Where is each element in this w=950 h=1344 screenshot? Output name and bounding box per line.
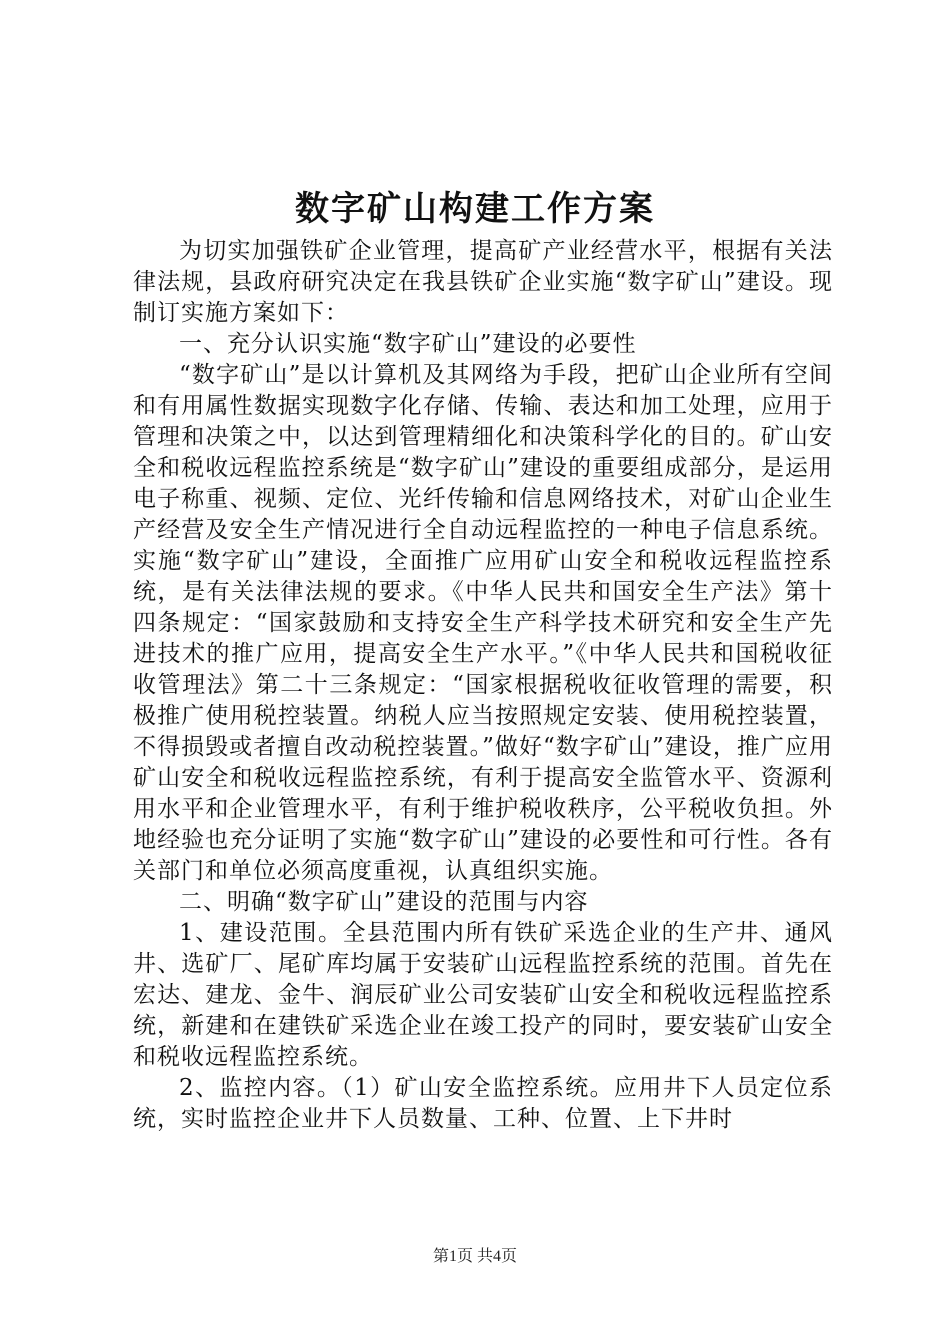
paragraph-necessity: “数字矿山”是以计算机及其网络为手段，把矿山企业所有空间和有用属性数据实现数字化存储、传输、表达和加工处理，应用于管理和决策之中，以达到管理精细化和决策科学化的目的。矿山安全和税收远程监控系统是“数字矿山”建设的重要组成部分，是运用电子称重、视频、定位、光纤传输和信息网络技术，对矿山企业生产经营及安全生产情况进行全自动远程监控的一种电子信息系统。实施“数字矿山”建设，全面推广应用矿山安全和税收远程监控系统，是有关法律法规的要求。《中华人民共和国安全生产法》第十四条规定：“国家鼓励和支持安全生产科学技术研究和安全生产先进技术的推广应用，提高安全生产水平。”《中华人民共和国税收征收管理法》第二十三条规定：“国家根据税收征收管理的需要，积极推广使用税控装置。纳税人应当按照规定安装、使用税控装置，不得损毁或者擅自改动税控装置。”做好“数字矿山”建设，推广应用矿山安全和税收远程监控系统，有利于提高安全监管水平、资源利用水平和企业管理水平，有利于维护税收秩序，公平税收负担。外地经验也充分证明了实施“数字矿山”建设的必要性和可行性。各有关部门和单位必须高度重视，认真组织实施。 bbox=[133, 362, 833, 884]
paragraph-intro: 为切实加强铁矿企业管理，提高矿产业经营水平，根据有关法律法规，县政府研究决定在我县铁矿企业实施“数字矿山”建设。现制订实施方案如下： bbox=[133, 238, 833, 326]
paragraph-monitoring: 2、监控内容。（1）矿山安全监控系统。应用井下人员定位系统，实时监控企业井下人员数量、工种、位置、上下井时 bbox=[133, 1075, 833, 1132]
paragraph-scope: 1、建设范围。全县范围内所有铁矿采选企业的生产井、通风井、选矿厂、尾矿库均属于安装矿山远程监控系统的范围。首先在宏达、建龙、金牛、润辰矿业公司安装矿山安全和税收远程监控系统，新建和在建铁矿采选企业在竣工投产的同时，要安装矿山安全和税收远程监控系统。 bbox=[133, 920, 833, 1070]
document-title: 数字矿山构建工作方案 bbox=[295, 189, 655, 229]
section-heading-1: 一、充分认识实施“数字矿山”建设的必要性 bbox=[179, 331, 637, 357]
document-body bbox=[133, 236, 833, 1135]
section-heading-2: 二、明确“数字矿山”建设的范围与内容 bbox=[179, 889, 589, 915]
page-number-footer: 第1页 共4页 bbox=[432, 1248, 517, 1265]
